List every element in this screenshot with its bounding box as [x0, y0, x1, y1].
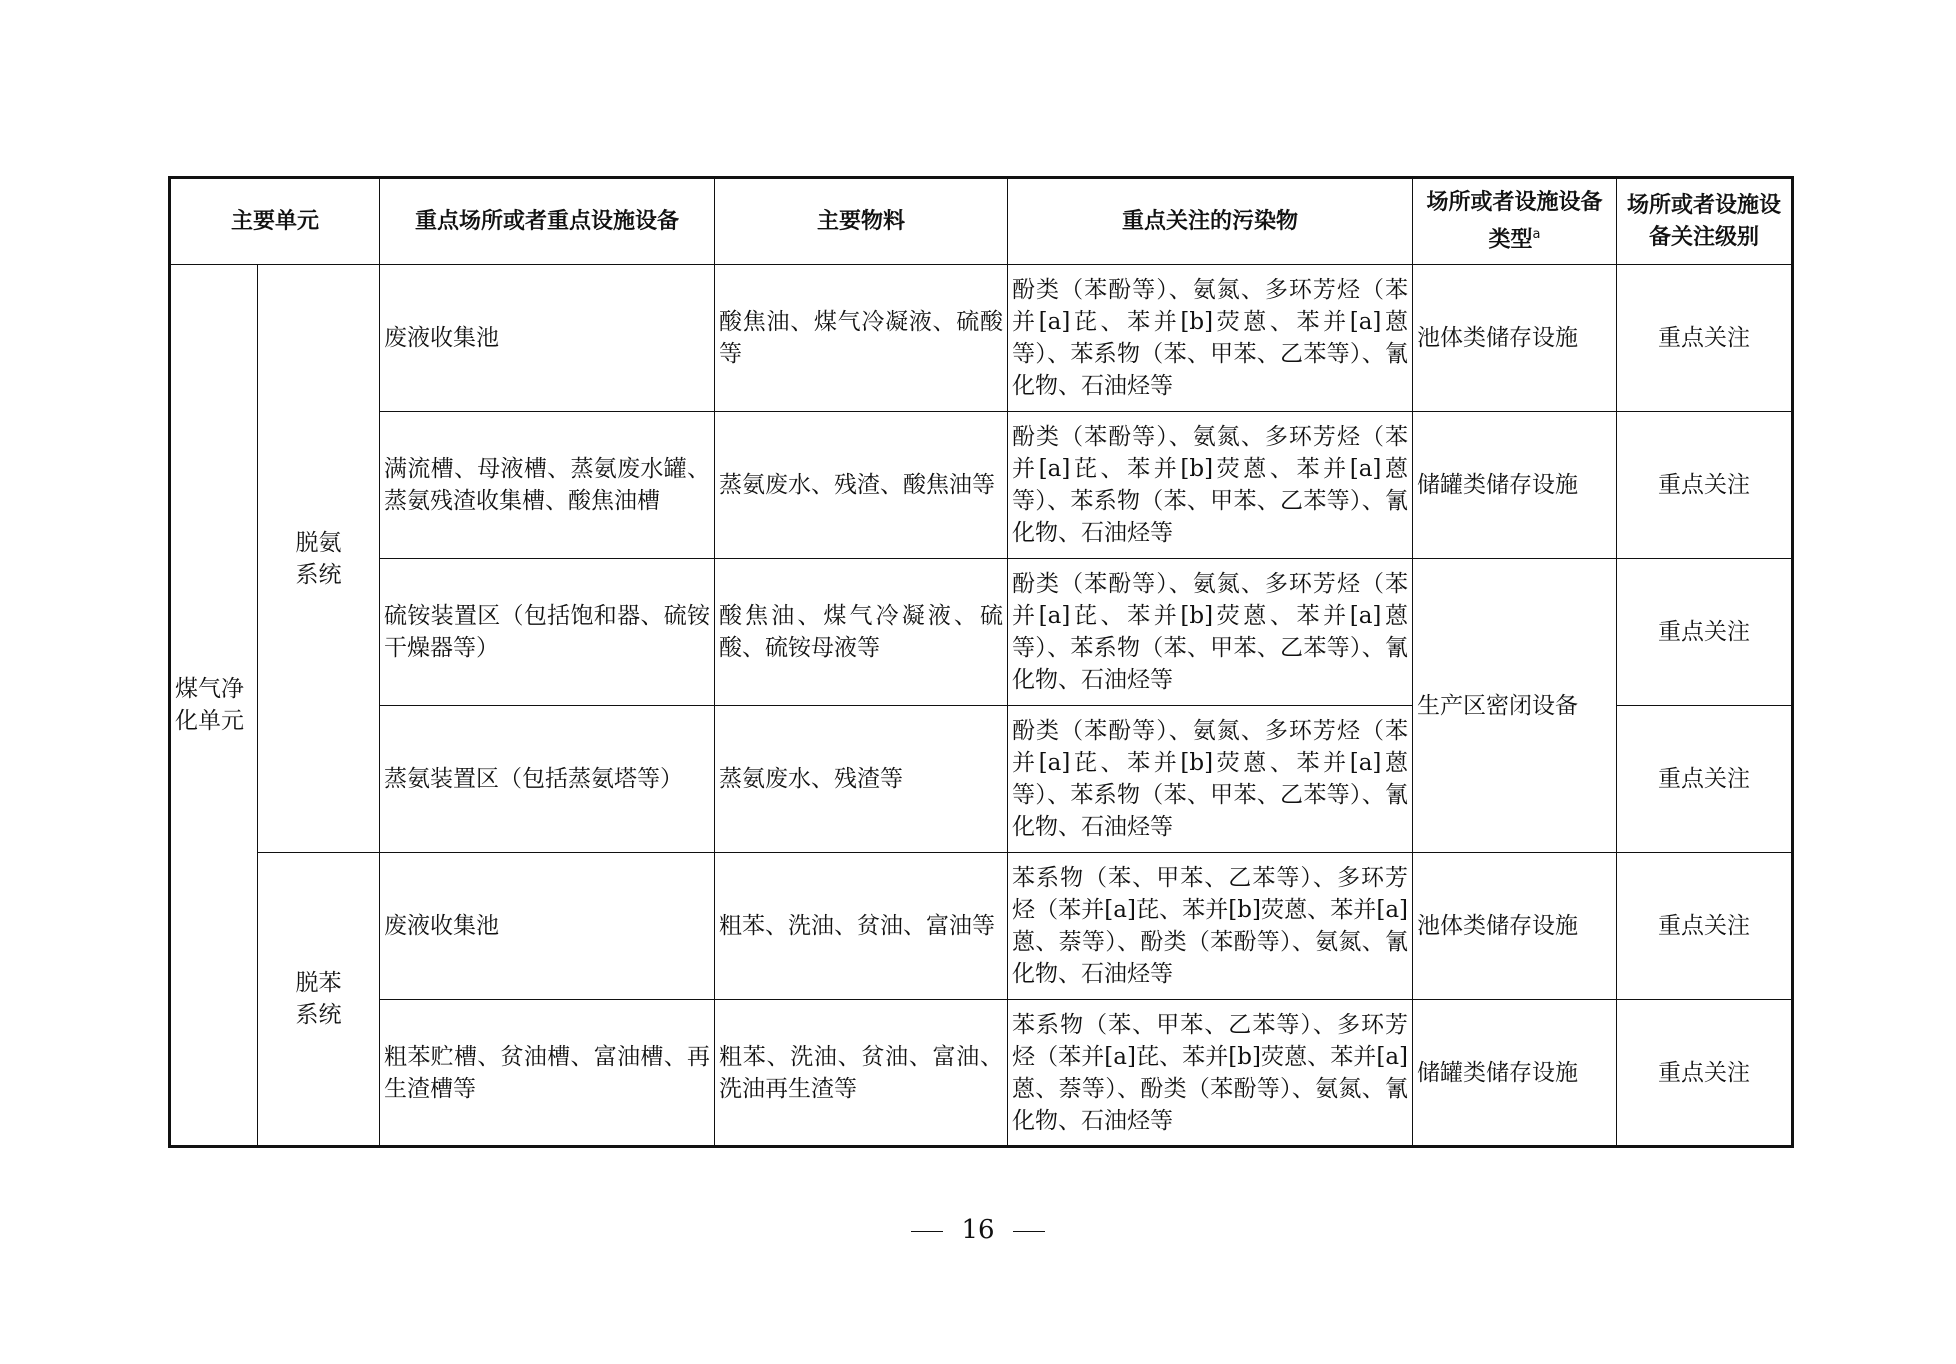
level-cell: 重点关注 [1617, 853, 1793, 1000]
header-main-unit: 主要单元 [170, 178, 380, 265]
header-main-material: 主要物料 [715, 178, 1008, 265]
place-cell: 废液收集池 [380, 853, 715, 1000]
level-cell: 重点关注 [1617, 412, 1793, 559]
footer-dash-left [911, 1231, 943, 1232]
place-cell: 满流槽、母液槽、蒸氨废水罐、蒸氨残渣收集槽、酸焦油槽 [380, 412, 715, 559]
header-facility-type [1413, 178, 1617, 265]
table-row [170, 1000, 1793, 1147]
place-cell: 硫铵装置区（包括饱和器、硫铵干燥器等） [380, 559, 715, 706]
unit-cell: 煤气净化单元 [170, 265, 258, 1147]
table-row [170, 265, 1793, 412]
footer-dash-right [1013, 1231, 1045, 1232]
material-cell: 粗苯、洗油、贫油、富油、洗油再生渣等 [715, 1000, 1008, 1147]
header-key-place: 重点场所或者重点设施设备 [380, 178, 715, 265]
page-footer [0, 1210, 1956, 1250]
level-cell: 重点关注 [1617, 559, 1793, 706]
table-header-row [170, 178, 1793, 265]
material-cell: 蒸氨废水、残渣等 [715, 706, 1008, 853]
header-key-pollutant: 重点关注的污染物 [1008, 178, 1413, 265]
level-cell: 重点关注 [1617, 1000, 1793, 1147]
type-cell: 生产区密闭设备 [1413, 559, 1617, 853]
pollutant-cell: 酚类（苯酚等）、氨氮、多环芳烃（苯并[a]芘、苯并[b]荧蒽、苯并[a]蒽等）、苯系物（苯、甲苯、乙苯等）、氰化物、石油烃等 [1008, 265, 1413, 412]
level-cell: 重点关注 [1617, 265, 1793, 412]
page-number: 16 [961, 1215, 995, 1245]
place-cell: 蒸氨装置区（包括蒸氨塔等） [380, 706, 715, 853]
header-facility-type-label: 场所或者设施设备类型 [1426, 189, 1603, 253]
pollution-focus-table [168, 176, 1794, 1148]
table-row [170, 853, 1793, 1000]
pollutant-cell: 酚类（苯酚等）、氨氮、多环芳烃（苯并[a]芘、苯并[b]荧蒽、苯并[a]蒽等）、苯系物（苯、甲苯、乙苯等）、氰化物、石油烃等 [1008, 559, 1413, 706]
footnote-marker: a [1532, 226, 1541, 242]
pollutant-cell: 酚类（苯酚等）、氨氮、多环芳烃（苯并[a]芘、苯并[b]荧蒽、苯并[a]蒽等）、苯系物（苯、甲苯、乙苯等）、氰化物、石油烃等 [1008, 706, 1413, 853]
type-cell: 储罐类储存设施 [1413, 1000, 1617, 1147]
subsystem-ammonia: 脱氨系统 [258, 265, 380, 853]
place-cell: 废液收集池 [380, 265, 715, 412]
material-cell: 粗苯、洗油、贫油、富油等 [715, 853, 1008, 1000]
type-cell: 池体类储存设施 [1413, 853, 1617, 1000]
material-cell: 蒸氨废水、残渣、酸焦油等 [715, 412, 1008, 559]
pollutant-cell: 苯系物（苯、甲苯、乙苯等）、多环芳烃（苯并[a]芘、苯并[b]荧蒽、苯并[a]蒽、萘等）、酚类（苯酚等）、氨氮、氰化物、石油烃等 [1008, 853, 1413, 1000]
place-cell: 粗苯贮槽、贫油槽、富油槽、再生渣槽等 [380, 1000, 715, 1147]
material-cell: 酸焦油、煤气冷凝液、硫酸等 [715, 265, 1008, 412]
header-attention-level: 场所或者设施设备关注级别 [1617, 178, 1793, 265]
subsystem-benzene: 脱苯系统 [258, 853, 380, 1147]
type-cell: 池体类储存设施 [1413, 265, 1617, 412]
pollutant-cell: 苯系物（苯、甲苯、乙苯等）、多环芳烃（苯并[a]芘、苯并[b]荧蒽、苯并[a]蒽、萘等）、酚类（苯酚等）、氨氮、氰化物、石油烃等 [1008, 1000, 1413, 1147]
pollutant-cell: 酚类（苯酚等）、氨氮、多环芳烃（苯并[a]芘、苯并[b]荧蒽、苯并[a]蒽等）、苯系物（苯、甲苯、乙苯等）、氰化物、石油烃等 [1008, 412, 1413, 559]
level-cell: 重点关注 [1617, 706, 1793, 853]
table-row [170, 559, 1793, 706]
type-cell: 储罐类储存设施 [1413, 412, 1617, 559]
table-row [170, 412, 1793, 559]
material-cell: 酸焦油、煤气冷凝液、硫酸、硫铵母液等 [715, 559, 1008, 706]
